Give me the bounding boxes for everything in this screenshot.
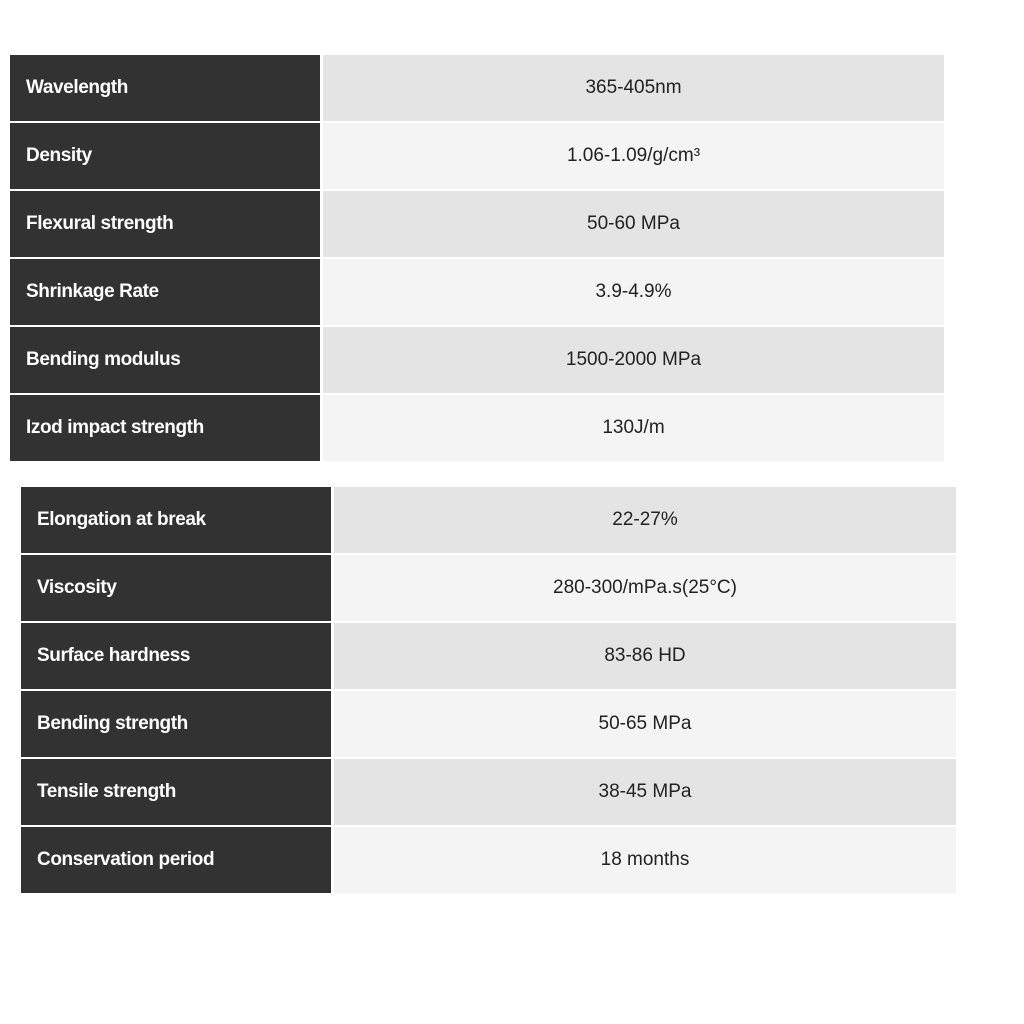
row-value: 50-65 MPa xyxy=(334,691,956,757)
row-value: 50-60 MPa xyxy=(323,191,944,257)
row-value: 1.06-1.09/g/cm³ xyxy=(323,123,944,189)
table-row xyxy=(21,759,956,825)
row-value: 38-45 MPa xyxy=(334,759,956,825)
table-row xyxy=(10,123,944,189)
table-row xyxy=(21,623,956,689)
table-row xyxy=(21,555,956,621)
row-label: Shrinkage Rate xyxy=(10,259,320,325)
spec-table-1 xyxy=(10,55,944,461)
row-value: 365-405nm xyxy=(323,55,944,121)
row-label: Wavelength xyxy=(10,55,320,121)
row-label: Surface hardness xyxy=(21,623,331,689)
row-value: 83-86 HD xyxy=(334,623,956,689)
table-row xyxy=(10,55,944,121)
row-label: Viscosity xyxy=(21,555,331,621)
table-row xyxy=(10,191,944,257)
spec-table-2 xyxy=(21,487,956,893)
table-row xyxy=(21,487,956,553)
row-label: Tensile strength xyxy=(21,759,331,825)
row-value: 1500-2000 MPa xyxy=(323,327,944,393)
row-value: 22-27% xyxy=(334,487,956,553)
row-value: 280-300/mPa.s(25°C) xyxy=(334,555,956,621)
table-row xyxy=(10,327,944,393)
row-label: Elongation at break xyxy=(21,487,331,553)
table-row xyxy=(10,259,944,325)
row-label: Conservation period xyxy=(21,827,331,893)
row-value: 3.9-4.9% xyxy=(323,259,944,325)
row-label: Flexural strength xyxy=(10,191,320,257)
table-row xyxy=(21,691,956,757)
row-value: 18 months xyxy=(334,827,956,893)
row-value: 130J/m xyxy=(323,395,944,461)
table-row xyxy=(21,827,956,893)
row-label: Bending modulus xyxy=(10,327,320,393)
table-row xyxy=(10,395,944,461)
row-label: Izod impact strength xyxy=(10,395,320,461)
row-label: Bending strength xyxy=(21,691,331,757)
row-label: Density xyxy=(10,123,320,189)
